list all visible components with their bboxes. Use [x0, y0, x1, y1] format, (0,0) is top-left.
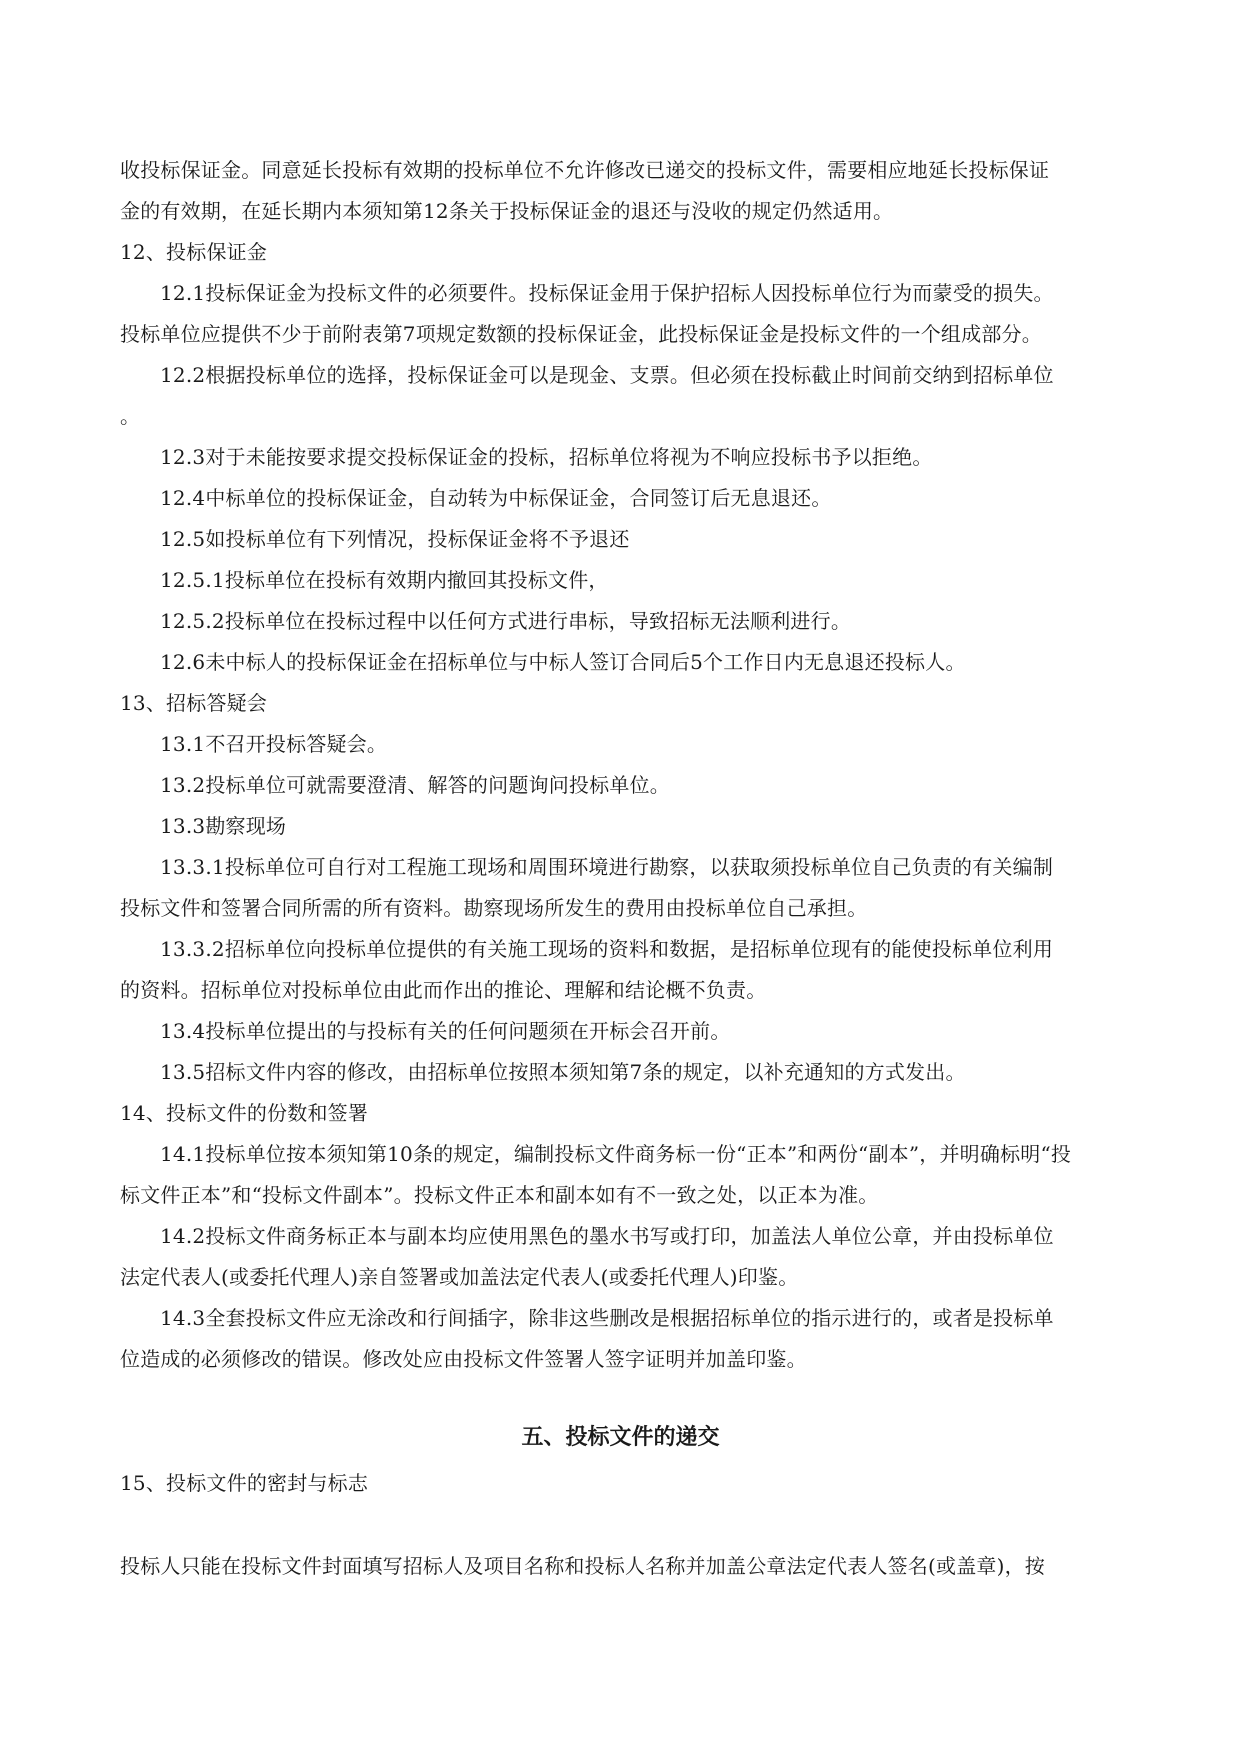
paragraph-line: 收投标保证金。同意延长投标有效期的投标单位不允许修改已递交的投标文件，需要相应地延长投标保证	[120, 158, 1050, 182]
paragraph-line: 投标单位应提供不少于前附表第7项规定数额的投标保证金，此投标保证金是投标文件的一个组成部分。	[120, 322, 1042, 346]
clause-13-2: 13.2投标单位可就需要澄清、解答的问题询问投标单位。	[160, 773, 670, 797]
clause-12-5: 12.5如投标单位有下列情况，投标保证金将不予退还	[160, 527, 630, 551]
clause-12-5-2: 12.5.2投标单位在投标过程中以任何方式进行串标，导致招标无法顺利进行。	[160, 609, 852, 633]
paragraph-line: 标文件正本”和“投标文件副本”。投标文件正本和副本如有不一致之处，以正本为准。	[120, 1183, 879, 1207]
clause-13-3-1: 13.3.1投标单位可自行对工程施工现场和周围环境进行勘察，以获取须投标单位自己负责的有关编制	[160, 855, 1054, 879]
paragraph-line: 。	[120, 404, 141, 428]
clause-12-1: 12.1投标保证金为投标文件的必须要件。投标保证金用于保护招标人因投标单位行为而蒙受的损失。	[160, 281, 1054, 305]
paragraph-line: 投标文件和签署合同所需的所有资料。勘察现场所发生的费用由投标单位自己承担。	[120, 896, 868, 920]
section-title-14: 14、投标文件的份数和签署	[120, 1101, 369, 1125]
clause-12-6: 12.6未中标人的投标保证金在招标单位与中标人签订合同后5个工作日内无息退还投标人。	[160, 650, 966, 674]
clause-12-5-1: 12.5.1投标单位在投标有效期内撤回其投标文件，	[160, 568, 609, 592]
clause-14-1: 14.1投标单位按本须知第10条的规定，编制投标文件商务标一份“正本”和两份“副本”，并明确标明“投	[160, 1142, 1072, 1166]
paragraph-line: 金的有效期，在延长期内本须知第12条关于投标保证金的退还与没收的规定仍然适用。	[120, 199, 894, 223]
clause-13-5: 13.5招标文件内容的修改，由招标单位按照本须知第7条的规定，以补充通知的方式发出。	[160, 1060, 966, 1084]
clause-13-3: 13.3勘察现场	[160, 814, 287, 838]
paragraph-line: 位造成的必须修改的错误。修改处应由投标文件签署人签字证明并加盖印鉴。	[120, 1347, 807, 1371]
clause-13-4: 13.4投标单位提出的与投标有关的任何问题须在开标会召开前。	[160, 1019, 731, 1043]
paragraph-line: 的资料。招标单位对投标单位由此而作出的推论、理解和结论概不负责。	[120, 978, 767, 1002]
section-title-13: 13、招标答疑会	[120, 691, 268, 715]
clause-13-3-2: 13.3.2招标单位向投标单位提供的有关施工现场的资料和数据，是招标单位现有的能使投标单位利用	[160, 937, 1054, 961]
section-title-12: 12、投标保证金	[120, 240, 268, 264]
section-title-15: 15、投标文件的密封与标志	[120, 1471, 369, 1495]
clause-13-1: 13.1不召开投标答疑会。	[160, 732, 388, 756]
section-heading: 五、投标文件的递交	[521, 1425, 720, 1450]
clause-12-2: 12.2根据投标单位的选择，投标保证金可以是现金、支票。但必须在投标截止时间前交纳到招标单位	[160, 363, 1054, 387]
clause-14-3: 14.3全套投标文件应无涂改和行间插字，除非这些删改是根据招标单位的指示进行的，或者是投标单	[160, 1306, 1054, 1330]
clause-14-2: 14.2投标文件商务标正本与副本均应使用黑色的墨水书写或打印，加盖法人单位公章，并由投标单位	[160, 1224, 1054, 1248]
paragraph-line: 投标人只能在投标文件封面填写招标人及项目名称和投标人名称并加盖公章法定代表人签名(或盖章)，按	[120, 1554, 1046, 1578]
paragraph-line: 法定代表人(或委托代理人)亲自签署或加盖法定代表人(或委托代理人)印鉴。	[120, 1265, 799, 1289]
clause-12-4: 12.4中标单位的投标保证金，自动转为中标保证金，合同签订后无息退还。	[160, 486, 832, 510]
clause-12-3: 12.3对于未能按要求提交投标保证金的投标，招标单位将视为不响应投标书予以拒绝。	[160, 445, 933, 469]
